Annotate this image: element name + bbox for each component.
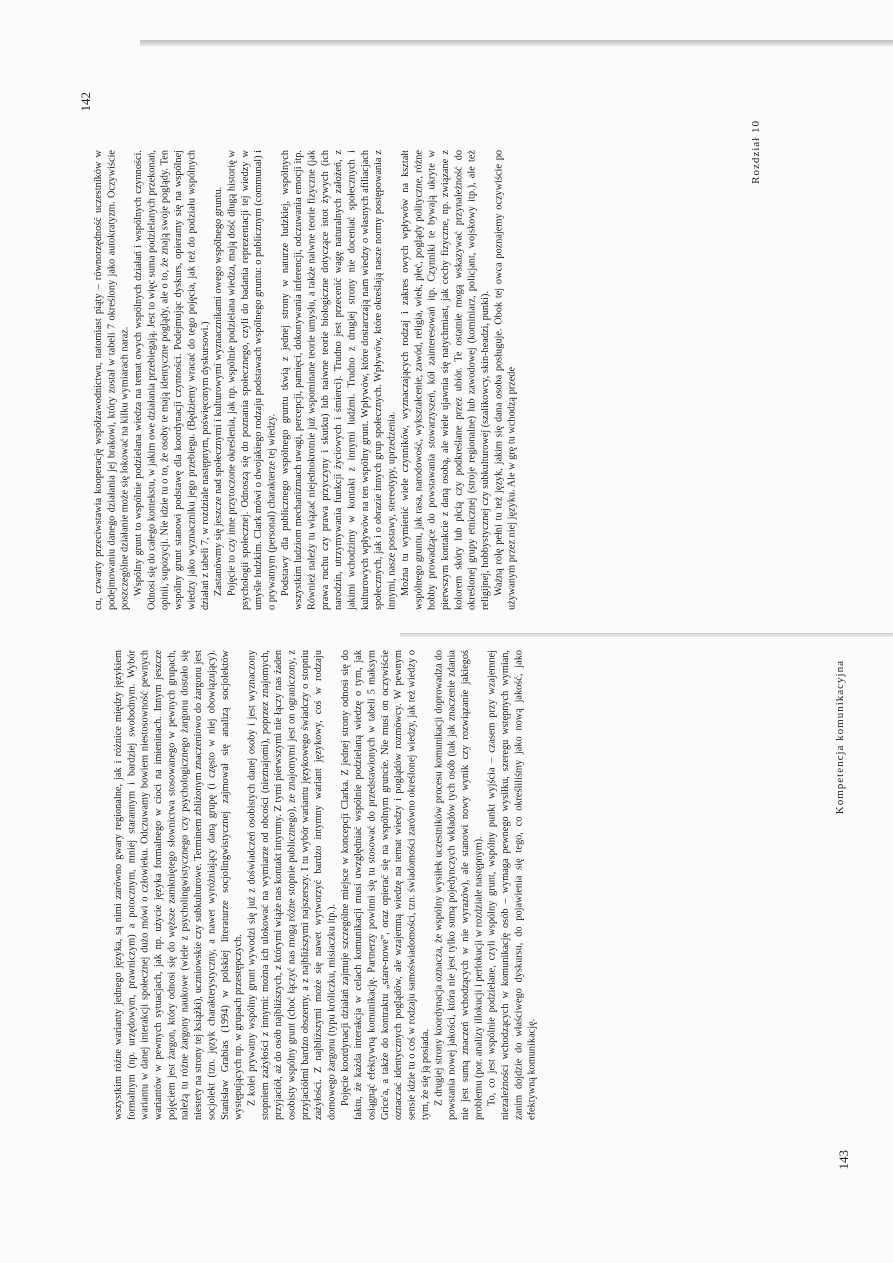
- running-header-right: Kompetencja komunikacyjna: [834, 660, 846, 815]
- scan-edge-shadow-top: [140, 40, 893, 46]
- running-header-left: Rozdział 10: [750, 120, 762, 184]
- paragraph: To, co jest wspólnie podzielane, czyli wspólny grunt, wspólny punkt wyjścia – czasem przy wzajemnej niezależności wchodzących w komunikację osób – wymaga pewnego wysiłku, szeregu wstępnych wymian, zanim dojdzie do właściwego dyskursu, do pojawienia się tego, co określiliśmy jako nową jakość, jako efektywną komunikację.: [486, 650, 538, 1120]
- paragraph: Z drugiej strony koordynacja oznacza, że wspólny wysiłek uczestników procesu komunikacji doprowadza do powstania nowej jakości, która nie jest tylko sumą pojedynczych wkładów tych osób (tak jak znaczenie zdania nie jest sumą znaczeń wchodzących w nie wyrazów), ale stanowi nowy wynik czy rozwiązanie jakiegoś problemu (por. analizy illokucji i perlokucji w rozdziale następnym).: [433, 650, 485, 1120]
- paragraph: Pojęcie koordynacji działań zajmuje szczególne miejsce w koncepcji Clarka. Z jednej strony odnosi się do faktu, że każda interakcja w celach komunikacji musi uwzględniać wspólnie podzielaną wiedzę o tym, jak osiągnąć efektywną komunikację. Partnerzy powinni się tu stosować do przedstawionych w tabeli 5 maksym Grice'a, a także do kontraktu „stare-nowe”, oraz opierać się na wspólnym gruncie. Nie musi on oczywiście oznaczać identycznych poglądów, ale wzajemną wiedzę na temat wiedzy i poglądów rozmówcy. W pewnym sensie idzie tu o coś w rodzaju samoświadomości, tzn. świadomości zarówno określonej wiedzy, jak też wiedzy o tym, że się ją posiada.: [339, 650, 431, 1120]
- paragraph: Wspólny grunt to wspólnie podzielana wiedza na temat owych wspólnych działań i wspólnych czynności. Odnosi się do całego kontekstu, w jakim owe działania przebiegają. Jest to więc suma podzielanych przekonań, opinii, supozycji. Nie idzie tu o to, że osoby te mają identyczne poglądy, ale o to, że znają swoje poglądy. Ten wspólny grunt stanowi podstawę dla koordynacji czynności. Podejmując dyskurs, opieramy się na wspólnej wiedzy jako wyznaczniku jego przebiegu. (Będziemy wracać do tego pojęcia, jak też do podziału wspólnych działań z tabeli 7, w rozdziale następnym, poświęconym dyskursowi.): [133, 150, 211, 610]
- paragraph: Z kolei prywatny wspólny grunt wywodzi się już z doświadczeń osobistych danej osoby i jest wyznaczony stopniem zażyłości z innymi: można ich ulokować na wymiarze od obcości (nieznajomi), poprzez znajomych, przyjaciół, aż do osób najbliższych, z którymi wiąże nas kontakt intymny. Z tymi pierwszymi nie łączy nas żaden osobisty wspólny grunt (choć łączyć nas mogą różne stopnie publicznego), ze znajomymi jest on ograniczony, z przyjaciółmi bardzo obszerny, a z najbliższymi najszerszy. I tu wybór wariantu językowego świadczy o stopniu zażyłości. Z najbliższymi może się nawet wytworzyć bardzo intymny wariant językowy, coś w rodzaju domowego żargonu (typu króliczku, misiaczku itp.).: [246, 650, 338, 1120]
- right-page-body: [112, 650, 788, 1120]
- page-number-left: 142: [78, 92, 93, 112]
- paragraph: Pojęcie to czy inne przytoczone określenia, jak np. wspólnie podzielana wiedza, mają dość długą historię w psychologii społecznej. Odnoszą się do poznania społecznego, czyli do badania reprezentacji tej wiedzy w umyśle ludzkim. Clark mówi o dwojakiego rodzaju podstawach wspólnego gruntu: o publicznym (communal) i o prywatnym (personal) charakterze tej wiedzy.: [226, 150, 278, 610]
- paragraph: Zastanówmy się jeszcze nad społecznymi i kulturowymi wyznacznikami owego wspólnego gruntu.: [213, 186, 225, 596]
- paragraph: cu, czwarty przeciwstawia kooperację współzawodnictwu, natomiast piąty – równorzędność uczestników w podejmowaniu danego działania jej brakowi, który został w tabeli 7 określony jako autokratyzm. Oczywiście poszczególne działanie może się lokować na kilku wymiarach naraz.: [93, 150, 131, 610]
- left-page-body: [92, 150, 740, 610]
- paragraph: Można tu wymienić wiele czynników, wyznaczających rodzaj i zakres owych wpływów na kształt wspólnego gruntu, jak rasa, narodowość, wykształcenie, zawód, religia, wiek, płeć, poglądy polityczne, różne hobby prowadzące do powstawania stowarzyszeń, kół zainteresowań itp. Czynniki te bywają ukryte w pierwszym kontakcie z daną osobą, ale wiele ujawnia się natychmiast, jak cechy fizyczne, np. związane z kolorem skóry lub płcią czy podkreślane przez ubiór. Te ostatnie mogą wskazywać przynależność do określonej grupy etnicznej (stroje regionalne) lub zawodowej (kominiarz, policjant, wojskowy itp.), ale też religijnej, hobbystycznej czy subkulturowej (szalikowcy, skin-headzi, punki).: [399, 150, 491, 610]
- paragraph: wszystkim różne warianty jednego języka, są nimi zarówno gwary regionalne, jak i różnice między językiem formalnym (np. urzędowym, prawniczym) a potocznym, mniej starannym i bardziej swobodnym. Wybór wariantu w danej interakcji społecznej dużo mówi o człowieku. Odczuwamy bowiem niestosowność pewnych wariantów w pewnych sytuacjach, jak np. użycie języka formalnego w cioci na imieninach. Innym jeszcze pojęciem jest żargon, który odnosi się do węższe zamkniętego słownictwa stosowanego w pewnych grupach, należą tu różne żargony naukowe (wiele z psycholingwistycznego czy psychologicznego żargonu dostało się niestety na strony tej książki), uczniowskie czy subkulturowe. Terminem zbliżonym znaczeniowo do żargonu jest socjolekt (tzn. język charakterystyczny, a nawet wyróżniający daną grupę (i często w niej obowiązujący). Stanisław Grabias (1994) w polskiej literaturze socjolingwistycznej zajmował się analizą socjolektów występujących np. w grupach przestępczych.: [113, 650, 245, 1120]
- scan-edge-shadow-middle: [400, 633, 893, 637]
- paragraph: Podstawy dla publicznego wspólnego gruntu tkwią z jednej strony w naturze ludzkiej, wspólnych wszystkim ludziom mechanizmach uwagi, percepcji, pamięci, dokonywania inferencji, odczuwania emocji itp. Również należy tu wiązać niejednokrotnie już wspominane teorie umysłu, a także naiwne teorie fizyczne (jak prawa ruchu czy prawa przyczyny i skutku) lub naiwne teorie biologiczne dotyczące istot żywych (ich narodzin, utrzymywania funkcji życiowych i śmierci). Trudno jest przecenić wagę naturalnych założeń, z jakimi wchodzimy w kontakt z innymi ludźmi. Trudno z drugiej strony nie doceniać społecznych i kulturowych wpływów na ten wspólny grunt. Wpływów, które dostarczają nam wiedzy o własnych afiliacjach społecznych, jak i o obrazie innych grup społecznych. Wpływów, które określają nasze normy postępowania z innymi, nasze postawy, stereotypy, uprzedzenia.: [279, 150, 398, 610]
- page-number-right: 143: [836, 1150, 851, 1170]
- paragraph: Ważną rolę pełni tu też język, jakim się dana osoba posługuje. Obok tej owca poznajemy oczywiście po używanym przez niej języku. Ale w grę tu wchodzą przede: [493, 150, 518, 610]
